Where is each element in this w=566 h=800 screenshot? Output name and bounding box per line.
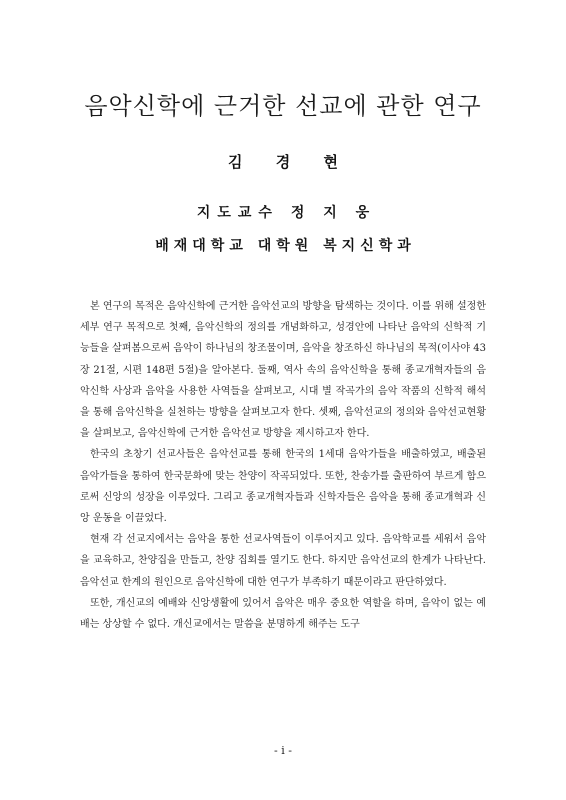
abstract-paragraph: 현재 각 선교지에서는 음악을 통한 선교사역들이 이루어지고 있다. 음악학교를 세워서 음악을 교육하고, 찬양집을 만들고, 찬양 집회를 열기도 한다. 하지만 음악선교의 한계가 나타난다. 음악선교 한계의 원인으로 음악신학에 대한 연구가 부족하기 때문이라고 판단하였다. [80,534,486,588]
advisor-line: 지도교수 정 지 웅 [196,205,377,221]
abstract-paragraph: 본 연구의 목적은 음악신학에 근거한 음악선교의 방향을 탐색하는 것이다. 이를 위해 설정한 세부 연구 목적으로 첫째, 음악신학의 정의를 개념화하고, 성경안에 나타난 음악의 신학적 기능들을 살펴봄으로써 음악이 하나님의 창조물이며, 음악을 창조하신 하나님의 목적(이사야 43장 21절, 시편 148편 5절)을 알아본다. 둘째, 역사 속의 음악신학을 통해 종교개혁자들의 음악신학 사상과 음악을 사용한 사역들을 살펴보고, 시대 별 작곡가의 음악 작품의 신학적 해석을 통해 음악신학을 실천하는 방향을 살펴보고자 한다. 셋째, 음악선교의 정의와 음악선교현황을 살펴보고, 음악신학에 근거한 음악선교 방향을 제시하고자 한다. [80,301,486,440]
document-title: 음악신학에 근거한 선교에 관한 연구 [84,92,482,120]
abstract-paragraph: 또한, 개신교의 예배와 신앙생활에 있어서 음악은 매우 중요한 역할을 하며, 음악이 없는 예배는 상상할 수 없다. 개신교에서는 말씀을 분명하게 해주는 도구 [80,597,486,631]
abstract-body [80,296,486,635]
page-number: - i - [274,744,292,757]
abstract-paragraph: 한국의 초창기 선교사들은 음악선교를 통해 한국의 1세대 음악가들을 배출하였고, 배출된 음악가들을 통하여 한국문화에 맞는 찬양이 작곡되었다. 또한, 찬송가를 출판하여 부르게 함으로써 신앙의 성장을 이루었다. 그리고 종교개혁자들과 신학자들은 음악을 통해 종교개혁과 신앙 운동을 이끌었다. [80,449,486,525]
author-name: 김 경 현 [228,153,352,171]
school-department: 배재대학교 대학원 복지신학과 [155,238,416,254]
